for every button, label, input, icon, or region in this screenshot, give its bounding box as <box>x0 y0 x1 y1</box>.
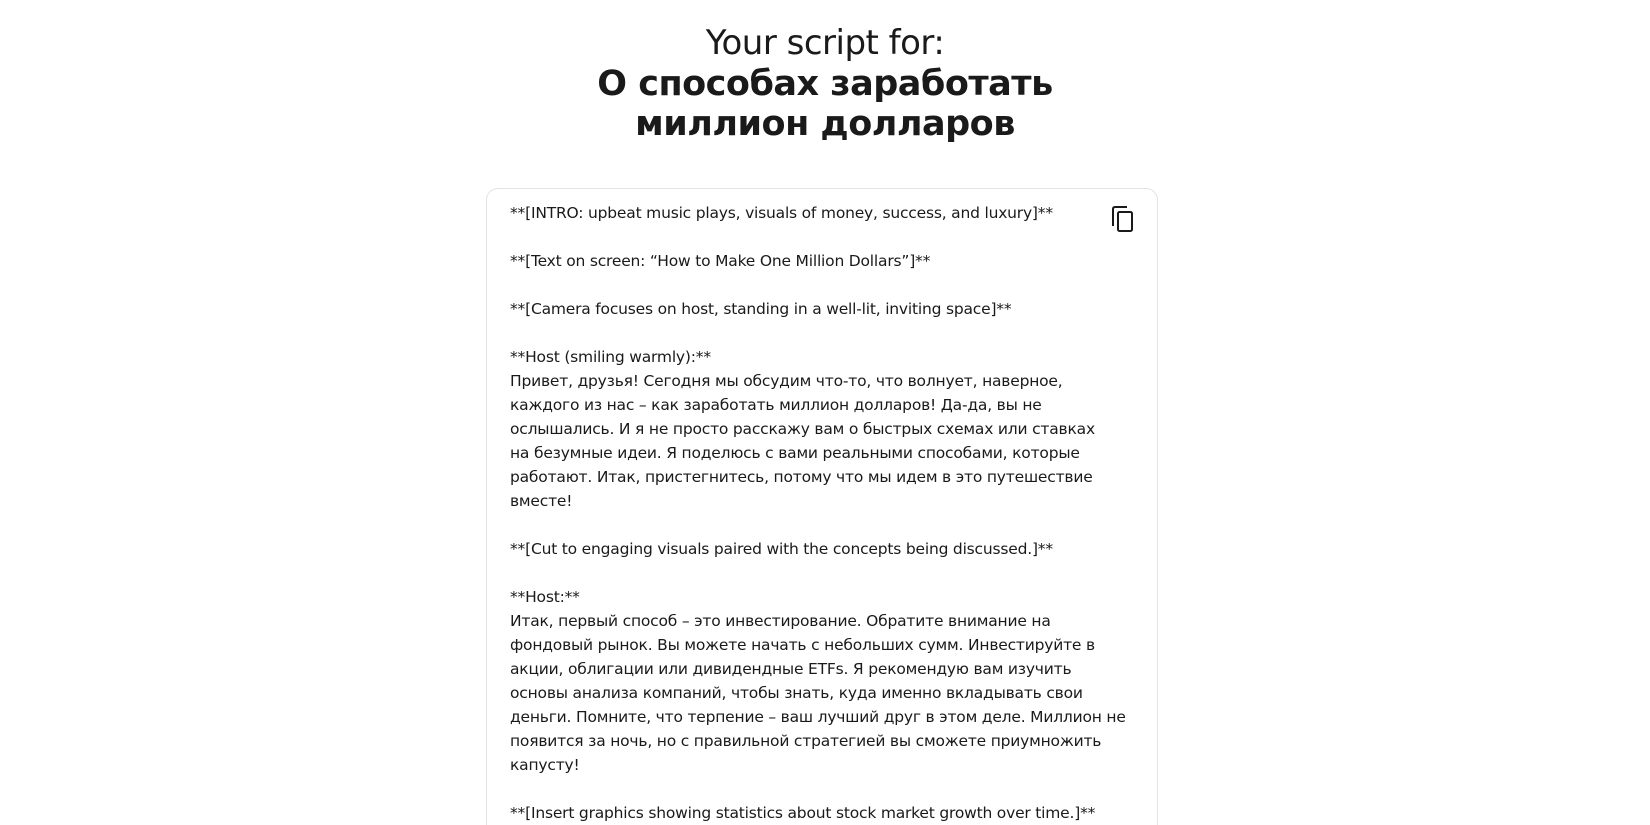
script-block-host-greeting <box>510 345 1110 513</box>
script-block-host-investing <box>510 585 1126 777</box>
script-line: Привет, друзья! Сегодня мы обсудим что-то, что волнует, наверное, <box>510 372 1063 390</box>
script-line: **[Insert graphics showing statistics about stock market growth over time.]** <box>510 804 1096 822</box>
script-line: основы анализа компаний, чтобы знать, куда именно вкладывать свои <box>510 684 1083 702</box>
script-line: **[Camera focuses on host, standing in a well-lit, inviting space]** <box>510 300 1012 318</box>
script-line: каждого из нас – как заработать миллион долларов! Да-да, вы не <box>510 396 1042 414</box>
copy-icon <box>1111 206 1135 232</box>
page-title: О способах заработать миллион долларов <box>597 64 1053 144</box>
script-line: **[Text on screen: “How to Make One Million Dollars”]** <box>510 252 931 270</box>
script-card <box>486 188 1158 825</box>
script-block-graphics <box>510 801 1110 825</box>
script-block-camera <box>510 297 1110 321</box>
script-block-cut <box>510 537 1110 561</box>
script-line: капусту! <box>510 756 580 774</box>
script-line: ослышались. И я не просто расскажу вам о быстрых схемах или ставках <box>510 420 1095 438</box>
copy-button[interactable] <box>1109 205 1137 233</box>
script-line: фондовый рынок. Вы можете начать с небольших сумм. Инвестируйте в <box>510 636 1095 654</box>
script-line: на безумные идеи. Я поделюсь с вами реальными способами, которые <box>510 444 1080 462</box>
script-line: работают. Итак, пристегнитесь, потому что мы идем в это путешествие <box>510 468 1093 486</box>
script-line: вместе! <box>510 492 573 510</box>
script-line: Итак, первый способ – это инвестирование. Обратите внимание на <box>510 612 1051 630</box>
page-header <box>0 22 1650 144</box>
page-subtitle: Your script for: <box>705 23 945 63</box>
script-line: деньги. Помните, что терпение – ваш лучший друг в этом деле. Миллион не <box>510 708 1126 726</box>
speaker-label: **Host (smiling warmly):** <box>510 348 711 366</box>
script-line: акции, облигации или дивидендные ETFs. Я рекомендую вам изучить <box>510 660 1072 678</box>
speaker-label: **Host:** <box>510 588 580 606</box>
script-line: появится за ночь, но с правильной стратегией вы сможете приумножить <box>510 732 1102 750</box>
script-line: **[INTRO: upbeat music plays, visuals of money, success, and luxury]** <box>510 204 1053 222</box>
script-block-text-on-screen <box>510 249 1110 273</box>
script-line: **[Cut to engaging visuals paired with the concepts being discussed.]** <box>510 540 1053 558</box>
script-block-intro <box>510 201 1110 225</box>
script-text <box>510 201 1126 825</box>
